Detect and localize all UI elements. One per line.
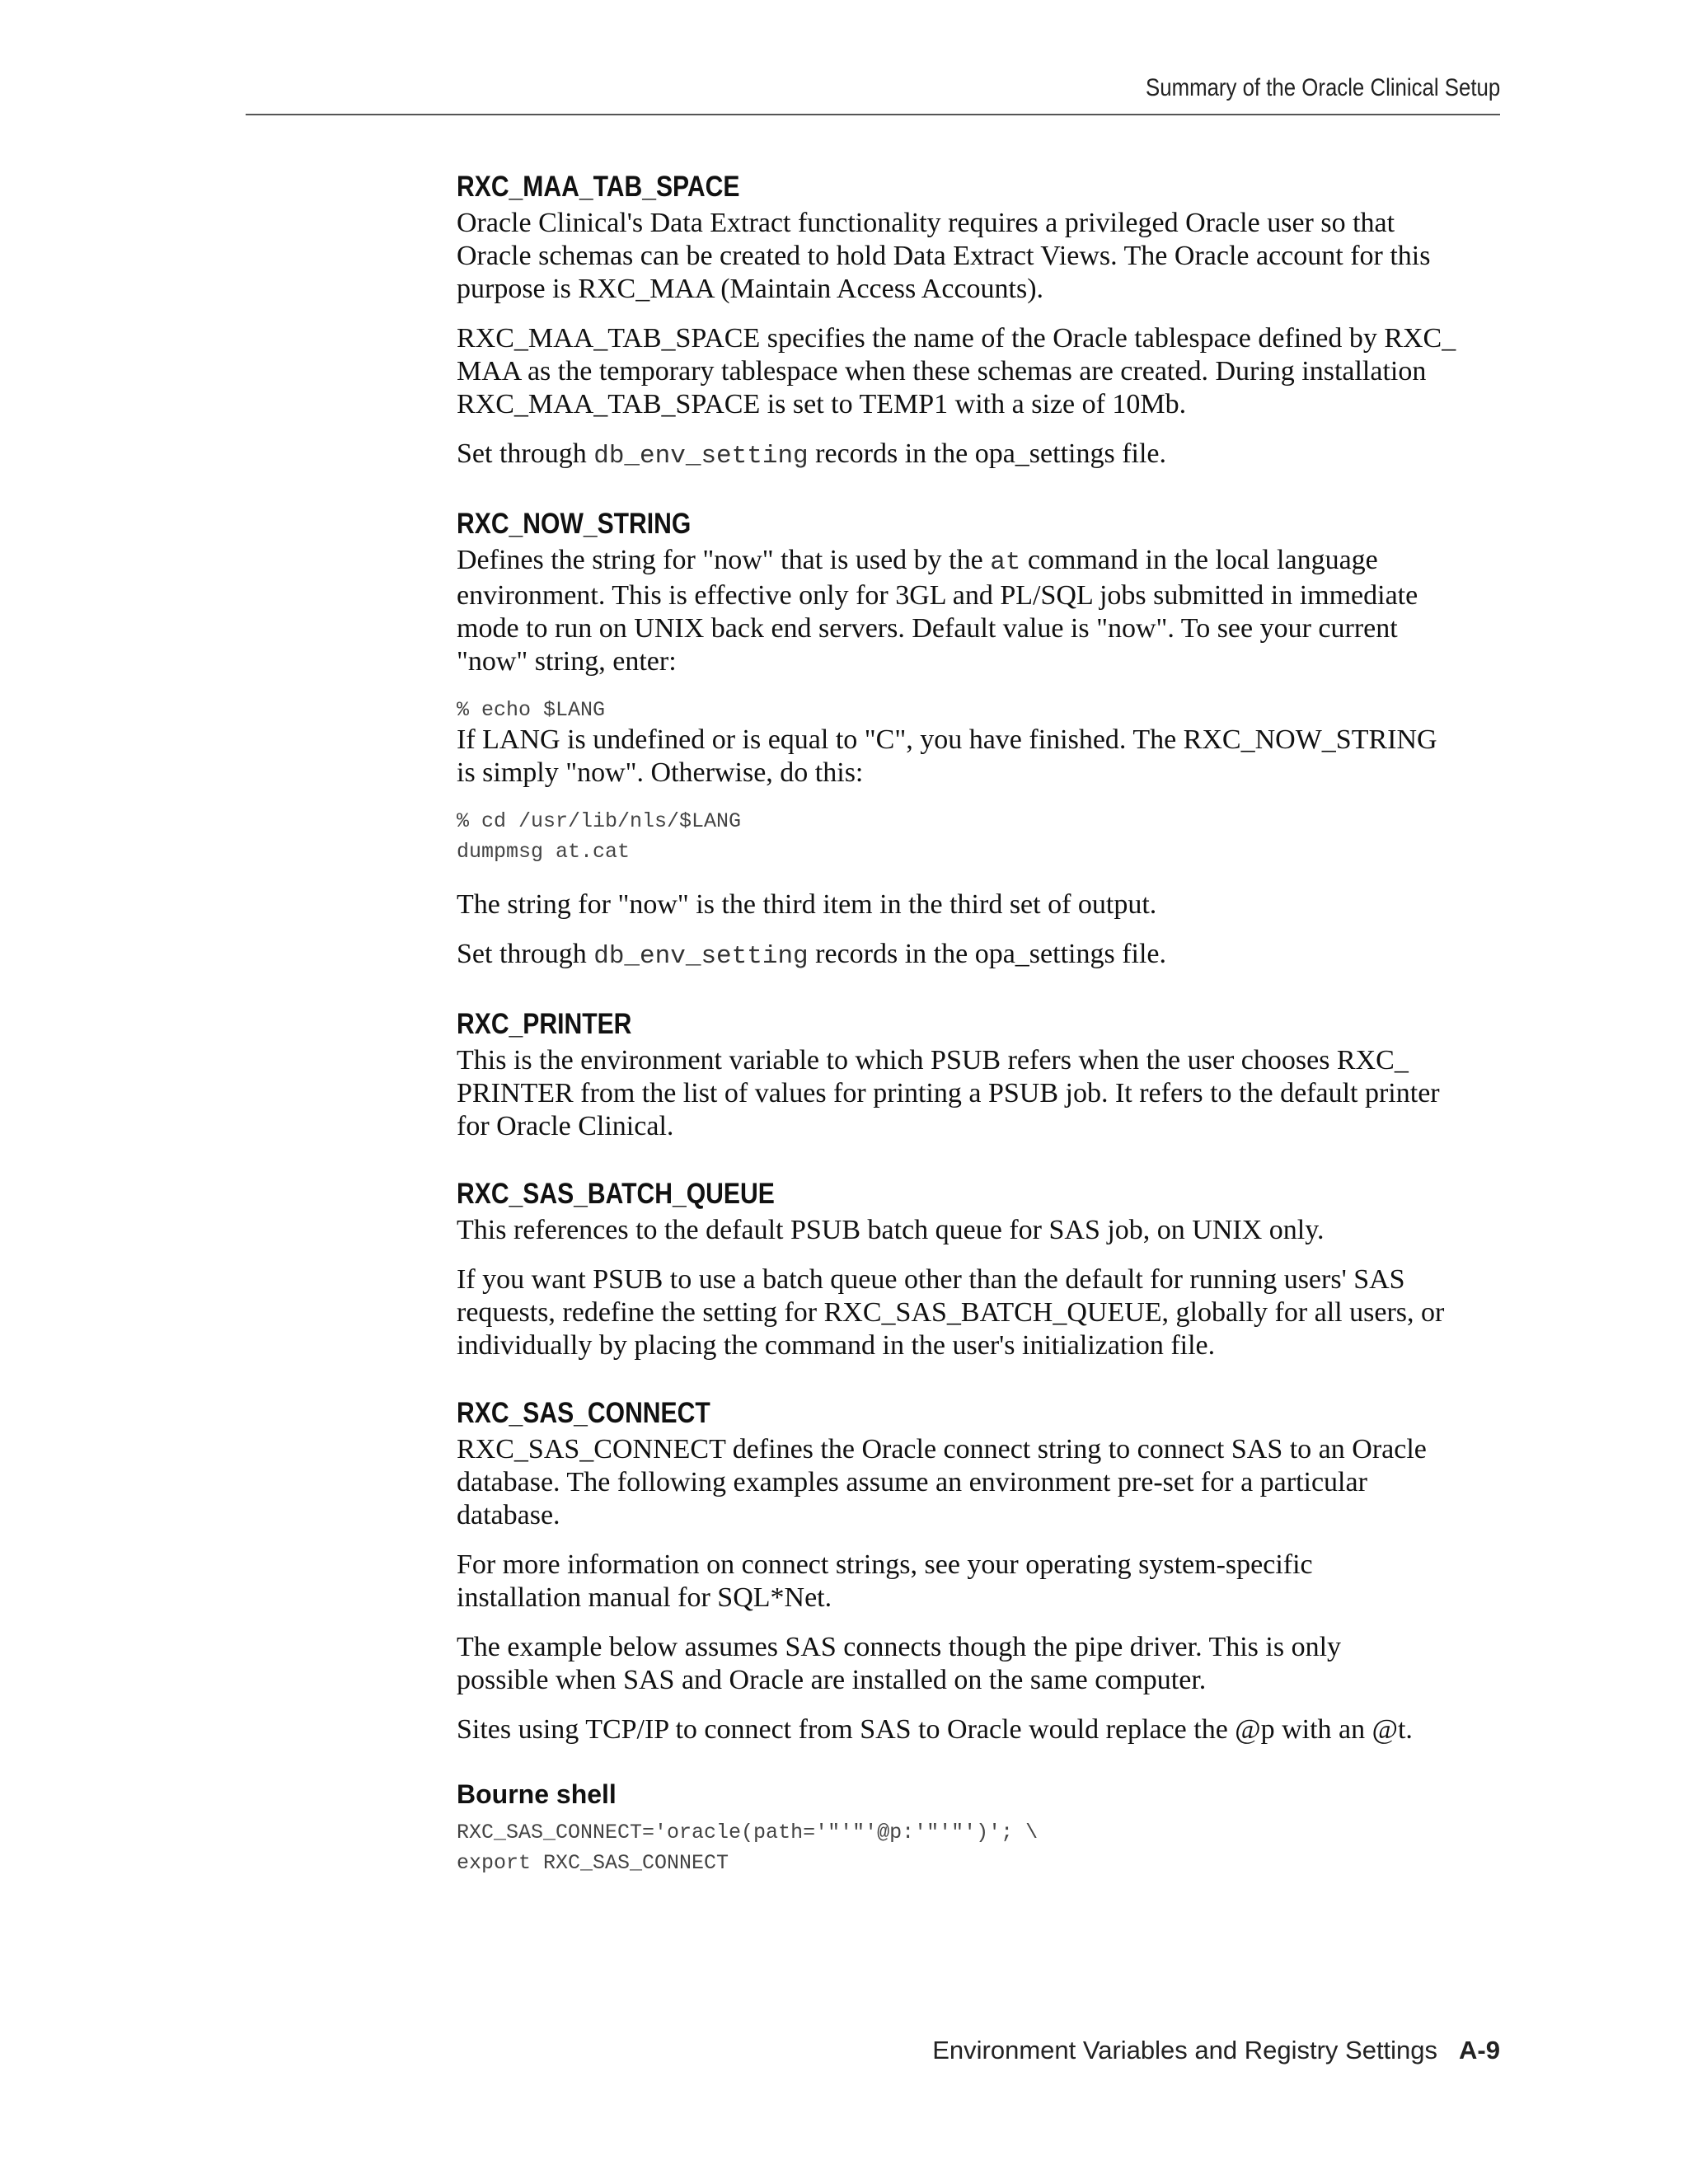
paragraph-line: Oracle Clinical's Data Extract functionality requires a privileged Oracle user so that (457, 208, 1395, 238)
text-run: Set through (457, 438, 594, 469)
page-number: A-9 (1459, 2036, 1500, 2064)
paragraph (457, 724, 1503, 790)
paragraph-line: If you want PSUB to use a batch queue other than the default for running users' SAS (457, 1264, 1405, 1295)
paragraph (457, 544, 1503, 678)
paragraph-line: "now" string, enter: (457, 646, 677, 677)
paragraph-line: PRINTER from the list of values for printing a PSUB job. It refers to the default printer (457, 1078, 1440, 1108)
section-heading: RXC_SAS_BATCH_QUEUE (457, 1178, 775, 1210)
paragraph-line: purpose is RXC_MAA (Maintain Access Accounts). (457, 274, 1044, 304)
page-content (457, 169, 1503, 1911)
section-rxc-sas-batch-queue (457, 1176, 1503, 1362)
code-block (457, 695, 1503, 725)
paragraph-line: RXC_MAA_TAB_SPACE specifies the name of the Oracle tablespace defined by RXC_ (457, 323, 1456, 354)
paragraph (457, 322, 1503, 421)
paragraph-line: requests, redefine the setting for RXC_SAS_BATCH_QUEUE, globally for all users, or (457, 1297, 1445, 1328)
text-run: records in the opa_settings file. (808, 438, 1167, 469)
section-rxc-maa-tab-space (457, 169, 1503, 473)
section-rxc-printer (457, 1006, 1503, 1143)
section-heading: RXC_SAS_CONNECT (457, 1397, 710, 1429)
text-run: records in the opa_settings file. (808, 939, 1167, 969)
paragraph-line: RXC_SAS_CONNECT defines the Oracle connect string to connect SAS to an Oracle (457, 1434, 1427, 1465)
paragraph-line: individually by placing the command in the user's initialization file. (457, 1330, 1216, 1361)
paragraph-line: Oracle schemas can be created to hold Data Extract Views. The Oracle account for this (457, 241, 1431, 271)
paragraph (457, 938, 1503, 973)
paragraph (457, 438, 1503, 473)
text-run: Set through (457, 939, 594, 969)
paragraph-line: mode to run on UNIX back end servers. Default value is "now". To see your current (457, 613, 1398, 644)
code-line: RXC_SAS_CONNECT='oracle(path='"'"'@p:'"'"')'; \ (457, 1821, 1039, 1844)
header-title: Summary of the Oracle Clinical Setup (1145, 74, 1500, 101)
code-line: dumpmsg at.cat (457, 840, 631, 864)
inline-code: db_env_setting (593, 442, 809, 471)
inline-code: db_env_setting (593, 942, 809, 971)
paragraph: This references to the default PSUB batch queue for SAS job, on UNIX only. (457, 1215, 1325, 1245)
section-heading: RXC_NOW_STRING (457, 508, 692, 540)
paragraph-line: The example below assumes SAS connects though the pipe driver. This is only (457, 1632, 1342, 1662)
paragraph: Sites using TCP/IP to connect from SAS to Oracle would replace the @p with an @t. (457, 1714, 1413, 1745)
paragraph-line: is simply "now". Otherwise, do this: (457, 757, 864, 788)
paragraph-line: for Oracle Clinical. (457, 1111, 674, 1141)
paragraph-line: This is the environment variable to which PSUB refers when the user chooses RXC_ (457, 1045, 1409, 1076)
text-run: Defines the string for "now" that is used by the (457, 545, 991, 575)
code-line: export RXC_SAS_CONNECT (457, 1851, 729, 1875)
paragraph: The string for "now" is the third item in the third set of output. (457, 889, 1157, 920)
sub-heading-bourne-shell: Bourne shell (457, 1779, 617, 1809)
paragraph (457, 207, 1503, 306)
code-block (457, 1817, 1503, 1878)
paragraph (457, 1044, 1503, 1143)
code-block (457, 806, 1503, 867)
paragraph (457, 1631, 1503, 1697)
inline-code: at (990, 548, 1021, 577)
code-line: % echo $LANG (457, 698, 606, 722)
paragraph-line (457, 544, 1503, 579)
running-footer (932, 2036, 1500, 2065)
section-rxc-now-string (457, 506, 1503, 973)
paragraph-line: environment. This is effective only for 3GL and PL/SQL jobs submitted in immediate (457, 580, 1418, 611)
paragraph (457, 1433, 1503, 1532)
text-run: command in the local language (1020, 545, 1378, 575)
footer-title: Environment Variables and Registry Settings (932, 2036, 1438, 2064)
paragraph-line: installation manual for SQL*Net. (457, 1582, 832, 1613)
paragraph-line: database. (457, 1500, 560, 1530)
section-heading: RXC_MAA_TAB_SPACE (457, 171, 740, 203)
section-heading: RXC_PRINTER (457, 1008, 632, 1040)
paragraph (457, 1263, 1503, 1362)
paragraph-line: MAA as the temporary tablespace when these schemas are created. During installation (457, 356, 1427, 387)
paragraph-line: possible when SAS and Oracle are installed on the same computer. (457, 1665, 1207, 1695)
code-line: % cd /usr/lib/nls/$LANG (457, 809, 742, 833)
running-header (246, 71, 1500, 115)
paragraph-line: database. The following examples assume an environment pre-set for a particular (457, 1467, 1367, 1497)
section-rxc-sas-connect (457, 1395, 1503, 1878)
paragraph-line: If LANG is undefined or is equal to "C", you have finished. The RXC_NOW_STRING (457, 724, 1437, 755)
paragraph-line: RXC_MAA_TAB_SPACE is set to TEMP1 with a size of 10Mb. (457, 389, 1187, 419)
paragraph-line: For more information on connect strings, see your operating system-specific (457, 1549, 1313, 1580)
paragraph (457, 1549, 1503, 1615)
